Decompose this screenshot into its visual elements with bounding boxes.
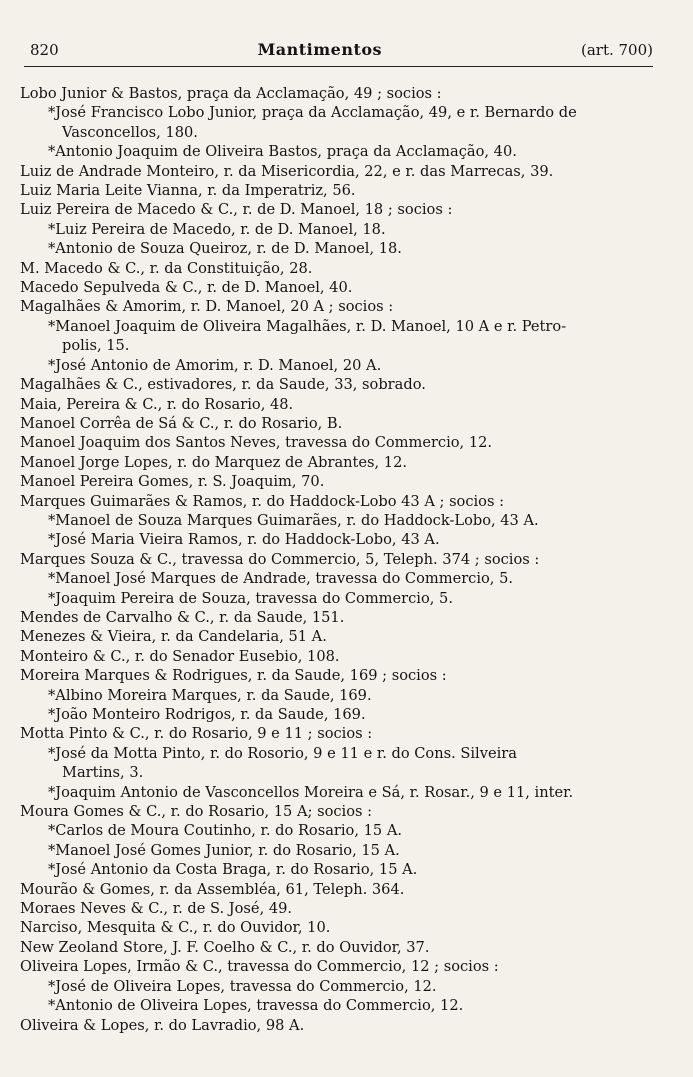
partner-entry: *Manoel de Souza Marques Guimarães, r. do Haddock-Lobo, 43 A. bbox=[48, 511, 539, 529]
partner-entry: *Antonio de Oliveira Lopes, travessa do Commercio, 12. bbox=[48, 997, 464, 1015]
partner-entry: *Joaquim Pereira de Souza, travessa do Commercio, 5. bbox=[48, 589, 453, 607]
directory-entry: Magalhães & Amorim, r. D. Manoel, 20 A ; socios : bbox=[20, 298, 394, 316]
directory-entry: Maia, Pereira & C., r. do Rosario, 48. bbox=[20, 395, 294, 413]
entry-continuation: Vasconcellos, 180. bbox=[62, 123, 198, 141]
directory-entry: Manoel Jorge Lopes, r. do Marquez de Abrantes, 12. bbox=[20, 453, 408, 471]
directory-entry: Marques Guimarães & Ramos, r. do Haddock-Lobo 43 A ; socios : bbox=[20, 492, 505, 510]
partner-entry: *Manoel José Marques de Andrade, travessa do Commercio, 5. bbox=[48, 570, 514, 588]
directory-entry: Manoel Pereira Gomes, r. S. Joaquim, 70. bbox=[20, 473, 325, 491]
directory-entry: Moraes Neves & C., r. de S. José, 49. bbox=[20, 900, 293, 918]
partner-entry: *José da Motta Pinto, r. do Rosorio, 9 e 11 e r. do Cons. Silveira bbox=[48, 744, 517, 762]
page-number: 820 bbox=[30, 41, 59, 59]
entry-continuation: Martins, 3. bbox=[62, 764, 144, 782]
directory-entry: Macedo Sepulveda & C., r. de D. Manoel, 40. bbox=[20, 279, 353, 297]
partner-entry: *Antonio Joaquim de Oliveira Bastos, praça da Acclamação, 40. bbox=[48, 143, 517, 161]
partner-entry: *José de Oliveira Lopes, travessa do Commercio, 12. bbox=[48, 977, 437, 995]
entry-continuation: polis, 15. bbox=[62, 337, 130, 355]
directory-entry: Manoel Joaquim dos Santos Neves, travessa do Commercio, 12. bbox=[20, 434, 493, 452]
partner-entry: *João Monteiro Rodrigos, r. da Saude, 169. bbox=[48, 706, 366, 723]
header-rule bbox=[24, 66, 653, 67]
directory-list bbox=[20, 84, 649, 1035]
directory-entry: Moreira Marques & Rodrigues, r. da Saude, 169 ; socios : bbox=[20, 667, 447, 685]
partner-entry: *José Antonio da Costa Braga, r. do Rosario, 15 A. bbox=[48, 861, 418, 879]
directory-entry: Luiz Pereira de Macedo & C., r. de D. Manoel, 18 ; socios : bbox=[20, 201, 453, 219]
page-header bbox=[30, 40, 653, 62]
directory-entry: Oliveira Lopes, Irmão & C., travessa do Commercio, 12 ; socios : bbox=[20, 958, 499, 976]
partner-entry: *Luiz Pereira de Macedo, r. de D. Manoel, 18. bbox=[48, 220, 386, 238]
directory-entry: Manoel Corrêa de Sá & C., r. do Rosario, B. bbox=[20, 414, 343, 432]
partner-entry: *José Maria Vieira Ramos, r. do Haddock-Lobo, 43 A. bbox=[48, 531, 440, 549]
directory-entry: Mourão & Gomes, r. da Assembléa, 61, Teleph. 364. bbox=[20, 880, 405, 898]
directory-entry: Motta Pinto & C., r. do Rosario, 9 e 11 ; socios : bbox=[20, 725, 373, 743]
directory-entry: Narciso, Mesquita & C., r. do Ouvidor, 10. bbox=[20, 919, 331, 937]
partner-entry: *José Francisco Lobo Junior, praça da Acclamação, 49, e r. Bernardo de bbox=[48, 104, 577, 122]
directory-entry: Luiz Maria Leite Vianna, r. da Imperatriz, 56. bbox=[20, 182, 356, 200]
directory-entry: New Zeoland Store, J. F. Coelho & C., r. do Ouvidor, 37. bbox=[20, 938, 430, 956]
partner-entry: *Antonio de Souza Queiroz, r. de D. Manoel, 18. bbox=[48, 240, 402, 258]
partner-entry: *Joaquim Antonio de Vasconcellos Moreira e Sá, r. Rosar., 9 e 11, inter. bbox=[48, 783, 574, 801]
directory-entry: Oliveira & Lopes, r. do Lavradio, 98 A. bbox=[20, 1016, 305, 1034]
page-title: Mantimentos bbox=[257, 40, 383, 59]
article-reference: (art. 700) bbox=[580, 41, 653, 59]
partner-entry: *Carlos de Moura Coutinho, r. do Rosario, 15 A. bbox=[48, 822, 403, 840]
directory-entry: Monteiro & C., r. do Senador Eusebio, 108. bbox=[20, 647, 340, 665]
partner-entry: *Manoel Joaquim de Oliveira Magalhães, r. D. Manoel, 10 A e r. Petro- bbox=[48, 317, 567, 335]
partner-entry: *Albino Moreira Marques, r. da Saude, 169. bbox=[48, 686, 372, 704]
directory-entry: Marques Souza & C., travessa do Commercio, 5, Teleph. 374 ; socios : bbox=[20, 550, 540, 568]
directory-entry: Moura Gomes & C., r. do Rosario, 15 A; socios : bbox=[20, 803, 373, 821]
directory-entry: Luiz de Andrade Monteiro, r. da Misericordia, 22, e r. das Marrecas, 39. bbox=[20, 162, 554, 180]
directory-entry: M. Macedo & C., r. da Constituição, 28. bbox=[20, 259, 313, 277]
partner-entry: *José Antonio de Amorim, r. D. Manoel, 20 A. bbox=[48, 356, 382, 374]
directory-entry: Magalhães & C., estivadores, r. da Saude, 33, sobrado. bbox=[20, 376, 426, 394]
directory-entry: Lobo Junior & Bastos, praça da Acclamação, 49 ; socios : bbox=[20, 85, 442, 102]
partner-entry: *Manoel José Gomes Junior, r. do Rosario, 15 A. bbox=[48, 841, 400, 859]
directory-entry: Menezes & Vieira, r. da Candelaria, 51 A. bbox=[20, 628, 327, 646]
directory-entry: Mendes de Carvalho & C., r. da Saude, 151. bbox=[20, 608, 345, 626]
